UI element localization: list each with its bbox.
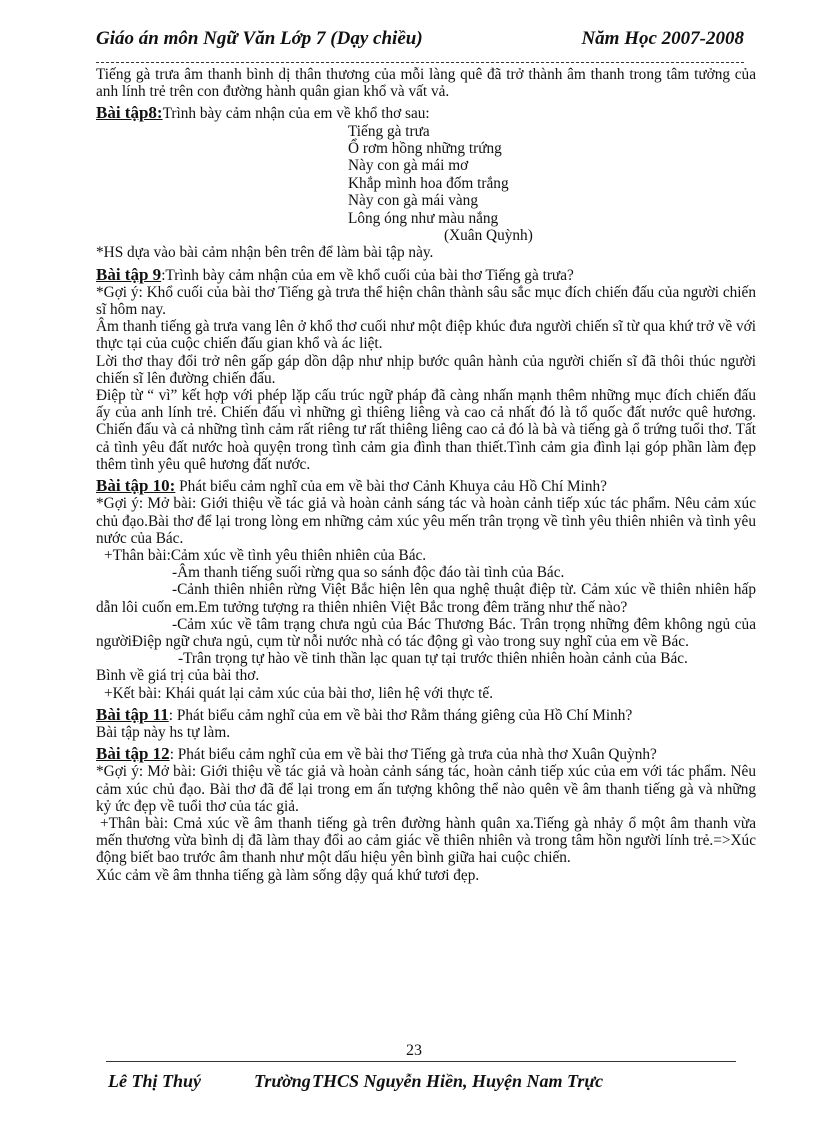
exercise-10-point-text: -Trân trọng tự hào về tinh thần lạc quan tự tại trước thiên nhiên hoàn cảnh của Bác. — [178, 650, 688, 668]
exercise-11-heading: Bài tập 11 — [96, 704, 169, 724]
poem-line: Lông óng như màu nắng — [348, 209, 499, 227]
exercise-9-heading: Bài tập 9 — [96, 264, 162, 284]
exercise-8-title — [96, 104, 756, 122]
page-footer — [108, 1071, 728, 1099]
exercise-10-hint: *Gợi ý: Mở bài: Giới thiệu về tác giả và hoàn cảnh sáng tác và hoàn cảnh tiếp xúc tác phẩm. Nêu cảm xúc chủ đạo.Bài thơ để lại trong lòng em những cảm xúc yêu mến trân trọng về tình yêu thiên nhiên và tình yêu nước của Bác. — [96, 495, 756, 547]
exercise-9-paragraph: Lời thơ thay đổi trở nên gấp gáp dồn dập như nhịp bước quân hành của người chiến sĩ đã thôi thúc người chiến sĩ lên đường chiến đấu. — [96, 352, 756, 387]
exercise-12-body-text: +Thân bài: Cmả xúc về âm thanh tiếng gà trên đường hành quân xa.Tiếng gà nhảy ổ một âm thanh vừa mến thương vừa bình dị đã làm thay đổi ao cảm giác về thiên nhiên và trong tâm hồn người lính trẻ.=>Xúc động biết bao trước âm thanh như một dấu hiệu yên bình giữa hai cuộc chiến. — [96, 814, 756, 867]
exercise-11-prompt: : Phát biểu cảm nghĩ của em về bài thơ Rằm tháng giêng của Hồ Chí Minh? — [168, 706, 633, 724]
exercise-10-paragraph: Bình về giá trị của bài thơ. — [96, 667, 260, 685]
header-divider — [96, 62, 744, 63]
footer-divider — [106, 1061, 736, 1062]
exercise-12-prompt: : Phát biểu cảm nghĩ của em về bài thơ Tiếng gà trưa của nhà thơ Xuân Quỳnh? — [169, 746, 657, 764]
exercise-12-hint: *Gợi ý: Mở bài: Giới thiệu về tác giả và hoàn cảnh sáng tác, hoàn cảnh tiếp xúc của em với tác phẩm. Nêu cảm xúc chủ đạo. Bài thơ đã để lại trong em ấn tượng không thể nào quên về âm thanh tiếng gà và những kỷ ức đẹp về tuổi thơ của tác giả. — [96, 763, 756, 815]
footer-school-label: Trường — [254, 1071, 311, 1091]
exercise-10-point-text: -Cảm xúc về tâm trạng chưa ngủ của Bác Thương Bác. Trân trọng những đêm không ngủ của ngườiĐiệp ngữ chưa ngủ, cụm từ nỗi nước nhà có tác động gì vào trong suy nghĩ của em về Bác. — [96, 615, 756, 650]
exercise-10-prompt: Phát biểu cảm nghĩ của em về bài thơ Cảnh Khuya cảu Hồ Chí Minh? — [175, 478, 607, 496]
exercise-10-title — [96, 477, 756, 495]
poem-stanza — [348, 123, 756, 245]
intro-paragraph: Tiếng gà trưa âm thanh bình dị thân thương của mỗi làng quê đã trở thành âm thanh trong tâm tưởng của anh lính trẻ trên con đường hành quân gian khổ và vất vả. — [96, 66, 756, 101]
exercise-10-conclusion: +Kết bài: Khái quát lại cảm xúc của bài thơ, liên hệ với thực tế. — [104, 684, 494, 702]
exercise-12-title — [96, 745, 756, 763]
exercise-12-heading: Bài tập 12 — [96, 744, 170, 764]
exercise-11-note: Bài tập này hs tự làm. — [96, 723, 231, 741]
exercise-8-heading: Bài tập8: — [96, 103, 163, 123]
poem-line: Ổ rơm hồng những trứng — [348, 140, 502, 158]
footer-school-name: THCS Nguyễn Hiền, Huyện Nam Trực — [312, 1071, 604, 1091]
page-number: 23 — [406, 1042, 422, 1059]
exercise-9-title — [96, 266, 756, 284]
exercise-9-paragraph: Điệp từ “ vì” kết hợp với phép lặp cấu trúc ngữ pháp đã càng nhấn mạnh thêm những mục đích chiến đấu ấy của anh lính trẻ. Chiến đấu vì những gì thiêng liêng và cao cả nhất đó là tổ quốc đất nước quê hương. Chiến đấu và cả những tình cảm rất riêng tư rất thiêng liêng cao cả đó là bà và tiếng gà ổ trứng tuổi thơ. Tất cả tình yêu đất nước hoà quyện trong tình cảm gia đình than thiết.Tình cảm gia đình lại góp phần làm đẹp thêm tình yêu quê hương đất nước. — [96, 387, 756, 473]
exercise-9-prompt: :Trình bày cảm nhận của em về khổ cuối của bài thơ Tiếng gà trưa? — [161, 266, 574, 284]
header-course-title: Giáo án môn Ngữ Văn Lớp 7 (Dạy chiều) — [96, 28, 423, 49]
footer-author: Lê Thị Thuý — [108, 1071, 201, 1091]
exercise-10-body-heading: +Thân bài:Cảm xúc về tình yêu thiên nhiên của Bác. — [104, 546, 427, 564]
page-header — [96, 28, 744, 60]
document-body — [96, 66, 756, 884]
exercise-8-note: *HS dựa vào bài cảm nhận bên trên để làm bài tập này. — [96, 244, 434, 262]
exercise-10-point — [96, 581, 756, 615]
exercise-11-title — [96, 706, 756, 724]
exercise-10-point: -Âm thanh tiếng suối rừng qua so sánh độc đáo tài tình của Bác. — [172, 564, 565, 582]
exercise-12-paragraph: Xúc cảm về âm thnha tiếng gà làm sống dậy quá khứ tươi đẹp. — [96, 866, 480, 884]
header-school-year: Năm Học 2007-2008 — [581, 28, 744, 49]
poem-line: Khắp mình hoa đốm trắng — [348, 174, 509, 192]
exercise-9-paragraph: Âm thanh tiếng gà trưa vang lên ở khổ thơ cuối như một điệp khúc đưa người chiến sĩ từ qua khứ trở về với thực tại của cuộc chiến đấu gian khổ và ác liệt. — [96, 318, 756, 353]
poem-line: Này con gà mái vàng — [348, 192, 478, 210]
exercise-10-point — [96, 616, 756, 650]
poem-line: Tiếng gà trưa — [348, 122, 430, 140]
exercise-9-hint: *Gợi ý: Khổ cuối của bài thơ Tiếng gà trưa thể hiện chân thành sâu sắc mục đích chiến đấu của người chiến sĩ hôm nay. — [96, 283, 756, 319]
exercise-10-point-text: -Cảnh thiên nhiên rừng Việt Bắc hiện lên qua nghệ thuật điệp từ. Cảm xúc về thiên nhiên hấp dẫn lôi cuốn em.Em tưởng tượng ra thiên nhiên Việt Bắc trong đêm trăng như thế nào? — [96, 581, 756, 616]
exercise-8-prompt: Trình bày cảm nhận của em về khổ thơ sau: — [162, 105, 430, 123]
exercise-10-point — [96, 650, 756, 667]
exercise-10-heading: Bài tập 10: — [96, 476, 176, 496]
exercise-12-body — [96, 815, 756, 867]
poem-line: Này con gà mái mơ — [348, 157, 469, 175]
poem-author: (Xuân Quỳnh) — [444, 227, 533, 245]
